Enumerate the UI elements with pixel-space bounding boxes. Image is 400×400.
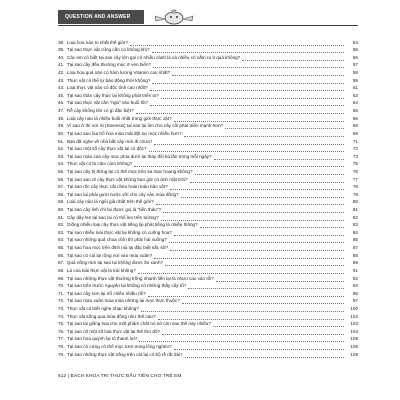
toc-entry-title: Loài cây nào là nhiều buồi nhất trong giới thực vật? (66, 115, 172, 121)
toc-entry-title: Loại hoa nào to nhất thế giới? (66, 39, 128, 45)
toc-entry (58, 99, 358, 107)
toc-entry-title: Loại thực vật nào có độc tính cao nhất? (66, 85, 148, 91)
toc-entry-number: 39. (58, 47, 65, 53)
toc-leader-dots (162, 329, 344, 335)
toc-entry-title: Tại sao sao rẻ cây thực vật không bao giờ có ánh mặt trời? (66, 176, 188, 182)
toc-entry-number: 64. (58, 237, 65, 243)
toc-entry-title: Rễ cây không khí có gì đặc biệt? (66, 108, 134, 114)
toc-entry-page: 104 (350, 328, 358, 334)
toc-entry-title: Vì sao ở thí nơi Si (Sinensis) tại sao lại tìm cho cây cối phát triển mạnh hơn? (66, 123, 224, 129)
toc-entry (58, 91, 358, 99)
toc-leader-dots (152, 47, 344, 53)
toc-entry-page: 85 (352, 237, 358, 243)
toc-entry-page: 72 (352, 146, 358, 152)
toc-entry-number: 65. (58, 245, 65, 251)
toc-entry-page: 59 (352, 77, 358, 83)
toc-leader-dots (188, 283, 344, 289)
toc-entry-number: 47. (58, 108, 65, 114)
toc-entry (58, 297, 358, 305)
toc-entry-number: 58. (58, 191, 65, 197)
toc-entry-title: Tại sao những thực vật thường trồng nhanh liền lại là nhưu cao vào tổi? (66, 275, 214, 281)
toc-leader-dots (165, 260, 344, 266)
toc-entry-number: 38. (58, 39, 65, 45)
toc-entry-page: 108 (350, 351, 358, 357)
toc-entry (58, 145, 358, 153)
toc-entry-page: 105 (350, 336, 358, 342)
toc-entry-title: Cây dây leo tại sao lại có thể leo trên tường? (66, 214, 159, 220)
toc-entry-page: 69 (352, 130, 358, 136)
toc-entry-title: Tại sao cây linh chi lại được gọi là "tiên thảo"? (66, 207, 162, 213)
toc-entry-page: 88 (352, 252, 358, 258)
section-header-label: QUESTION AND ANSWER (65, 14, 131, 20)
toc-entry-title: Tại sao cỏ cứng có thể mọc tươi trong lòng nghèo? (66, 343, 172, 349)
toc-entry-title: Tại sao hoa mọc trên đỉnh núi lại đặc biệt sắc sỡ? (66, 245, 169, 251)
toc-entry-page: 68 (352, 123, 358, 129)
toc-entry-title: Tại sao màu của cây mọc phía dưới lại thay đổi bù lần trong mỗi ngày? (66, 153, 212, 159)
toc-entry-page: 92 (352, 275, 358, 281)
toc-entry-title: Thực vật có thể tự bảo động thời không? (66, 77, 151, 83)
toc-entry-number: 45. (58, 92, 65, 98)
toc-leader-dots (216, 276, 344, 282)
toc-entry-page: 83 (352, 222, 358, 228)
toc-leader-dots (225, 123, 344, 129)
toc-leader-dots (163, 207, 344, 213)
toc-leader-dots (136, 108, 344, 114)
toc-leader-dots (141, 306, 344, 312)
toc-leader-dots (169, 237, 344, 243)
toc-entry-number: 42. (58, 70, 65, 76)
toc-entry-page: 64 (352, 100, 358, 106)
toc-entry-title: Tại sao những thực vật sống trên cát lại có bộ rễ rất dài? (66, 351, 183, 357)
toc-entry-page: 91 (352, 267, 358, 273)
toc-entry-title: Thực vật có bị cảm cúm không? (66, 161, 133, 167)
header-divider (58, 25, 358, 26)
toc-entry (58, 167, 358, 175)
toc-entry-number: 70. (58, 283, 65, 289)
toc-entry-number: 55. (58, 168, 65, 174)
footer-text: 612 | BÁCH KHOA TRI THỨC ĐẦU TIÊN CHO TRẺ EM (58, 374, 182, 379)
toc-entry-title: Giống nhiều loại cây thực vật tiếng lại phát tiếng là nhiều thông? (66, 222, 198, 228)
toc-entry (58, 205, 358, 213)
toc-entry-title: Tại sao cây đều thường mọc ở ven biển? (66, 62, 152, 68)
toc-leader-dots (139, 336, 344, 342)
toc-entry-number: 76. (58, 328, 65, 334)
toc-entry-number: 53. (58, 153, 65, 159)
page-footer (58, 374, 181, 379)
toc-entry-title: Tại sao sao lúa trổ hoa mùa mát đột sự mọc nhiều hơn? (66, 130, 182, 136)
toc-entry-number: 49. (58, 123, 65, 129)
toc-entry-title: Tại sao hoa quỳnh lại tỏ thanh lợi? (66, 336, 138, 342)
toc-leader-dots (172, 70, 344, 76)
toc-entry-number: 50. (58, 130, 65, 136)
toc-entry-number: 78. (58, 343, 65, 349)
toc-leader-dots (181, 192, 344, 198)
toc-entry-page: 58 (352, 70, 358, 76)
toc-leader-dots (170, 245, 344, 251)
toc-entry (58, 46, 358, 54)
toc-leader-dots (156, 199, 344, 205)
toc-entry (58, 221, 358, 229)
toc-entry (58, 251, 358, 259)
toc-entry (58, 53, 358, 61)
toc-leader-dots (170, 184, 344, 190)
toc-entry-title: Tại sao cỏ cúi lại rộng nơi vào mùa xuân? (66, 252, 153, 258)
cartoon-character-icon (150, 8, 198, 26)
toc-entry-number: 75. (58, 321, 65, 327)
toc-entry-number: 41. (58, 62, 65, 68)
toc-entry-title: Lá của loài thực vật là trái không? (66, 267, 136, 273)
toc-leader-dots (161, 215, 344, 221)
toc-entry-title: Quả nồng mơi tại sao lại không được ăn xanh? (66, 260, 164, 266)
section-header-tab (58, 10, 144, 24)
toc-entry (58, 312, 358, 320)
toc-entry-page: 93 (352, 283, 358, 289)
toc-entry-page: 87 (352, 245, 358, 251)
toc-leader-dots (200, 222, 344, 228)
toc-entry-number: 56. (58, 176, 65, 182)
toc-entry (58, 320, 358, 328)
toc-entry-page: 61 (352, 85, 358, 91)
toc-entry-page: 100 (350, 305, 358, 311)
toc-entry-page: 73 (352, 153, 358, 159)
toc-entry-page: 77 (352, 176, 358, 182)
toc-entry-title: Các em có biết tại sao cây lớn gọi có nhiều cành lá và nhiều cỏ nằm ra ít quả không? (66, 54, 241, 60)
toc-leader-dots (161, 93, 344, 99)
toc-entry (58, 152, 358, 160)
toc-entry-page: 56 (352, 54, 358, 60)
toc-entry (58, 106, 358, 114)
toc-entry-title: Tại sao màu xuân mùa mùa những lại mọc thực thuộc? (66, 298, 180, 304)
toc-entry (58, 335, 358, 343)
toc-entry-page: 63 (352, 92, 358, 98)
toc-entry (58, 160, 358, 168)
toc-leader-dots (148, 291, 344, 297)
toc-entry-number: 77. (58, 336, 65, 342)
toc-entry (58, 129, 358, 137)
toc-entry-title: Tại sao thực vật cũng cần có không khí? (66, 47, 150, 53)
toc-entry-number: 57. (58, 184, 65, 190)
toc-entry-number: 72. (58, 298, 65, 304)
toc-entry-title: Tại sao những quả chua chín thì phải hái xuống? (66, 237, 167, 243)
toc-entry-page: 106 (350, 343, 358, 349)
toc-entry (58, 122, 358, 130)
toc-entry (58, 342, 358, 350)
toc-entry-number: 74. (58, 313, 65, 319)
toc-entry-title: Tại sao lại giống loại cho một phẩm chất nó sở còn sau thế này nhiều? (66, 321, 211, 327)
toc-entry-title: Tại sao một số cây thực vật lại có độc? (66, 146, 147, 152)
toc-leader-dots (174, 116, 344, 122)
toc-entry (58, 228, 358, 236)
toc-entry-page: 102 (350, 313, 358, 319)
toc-entry-title: Thực vật có biết nghe nhạc không? (66, 305, 139, 311)
toc-entry-number: 73. (58, 305, 65, 311)
toc-entry-title: Tại sao cố một số loài thực vật lại thể thơ đỏ? (66, 328, 161, 334)
toc-entry (58, 61, 358, 69)
toc-entry-page: 55 (352, 47, 358, 53)
toc-entry-page: 76 (352, 168, 358, 174)
toc-leader-dots (242, 55, 344, 61)
toc-entry-title: Bạn đã nghe về nhà bắt cây mới đi chưa? (66, 138, 153, 144)
toc-entry-number: 68. (58, 267, 65, 273)
toc-entry (58, 236, 358, 244)
toc-entry-number: 52. (58, 146, 65, 152)
toc-entry-number: 60. (58, 207, 65, 213)
toc-entry (58, 183, 358, 191)
toc-entry-number: 66. (58, 252, 65, 258)
toc-entry (58, 213, 358, 221)
toc-entry-page: 80 (352, 199, 358, 205)
toc-entry-page: 65 (352, 108, 358, 114)
toc-entry-number: 61. (58, 214, 65, 220)
toc-entry (58, 76, 358, 84)
toc-leader-dots (174, 230, 344, 236)
toc-leader-dots (152, 78, 344, 84)
toc-entry-page: 75 (352, 161, 358, 167)
toc-entry (58, 68, 358, 76)
toc-entry (58, 327, 358, 335)
toc-leader-dots (158, 314, 344, 320)
toc-entry-number: 40. (58, 54, 65, 60)
toc-entry-number: 51. (58, 138, 65, 144)
toc-entry-number: 71. (58, 290, 65, 296)
toc-entry-title: Tại sao lại phải gười nước vời cho cây vào mùa đông? (66, 191, 179, 197)
toc-leader-dots (154, 253, 344, 259)
toc-entry (58, 198, 358, 206)
toc-entry (58, 175, 358, 183)
toc-entry (58, 190, 358, 198)
toc-entry (58, 243, 358, 251)
toc-entry-page: 97 (352, 298, 358, 304)
toc-entry-page: 66 (352, 115, 358, 121)
toc-entry-number: 63. (58, 229, 65, 235)
toc-entry (58, 84, 358, 92)
toc-leader-dots (154, 139, 344, 145)
toc-entry-title: Loại hoa quả nào có hàm lượng Vitamin cao nhất? (66, 70, 171, 76)
toc-entry-number: 67. (58, 260, 65, 266)
toc-entry (58, 289, 358, 297)
table-of-contents (58, 38, 358, 358)
toc-entry (58, 350, 358, 358)
toc-entry-title: Tại sao nhiều loài thực vật lại không có cuống hoa? (66, 229, 172, 235)
toc-entry-title: Thực vật sống qua mùa đông như thế nào? (66, 313, 156, 319)
toc-leader-dots (190, 177, 344, 183)
toc-entry-number: 46. (58, 100, 65, 106)
toc-entry (58, 282, 358, 290)
toc-entry (58, 114, 358, 122)
toc-entry-title: Tại sao trên trước nguyên lại không có những thấy cây tổ? (66, 283, 187, 289)
toc-entry-page: 84 (352, 229, 358, 235)
toc-entry (58, 304, 358, 312)
toc-entry (58, 38, 358, 46)
toc-entry (58, 266, 358, 274)
toc-leader-dots (185, 352, 344, 358)
toc-entry-title: Loài cây nào là ngôi già nhất trên thế giới? (66, 199, 154, 205)
toc-entry-page: 81 (352, 207, 358, 213)
toc-leader-dots (184, 131, 344, 137)
toc-entry (58, 259, 358, 267)
toc-entry-title: Tại sao cây bị đứng lại có thể mọc trên sa mạc hoang không? (66, 168, 193, 174)
toc-entry-page: 78 (352, 184, 358, 190)
toc-entry-page: 103 (350, 321, 358, 327)
toc-entry-number: 48. (58, 115, 65, 121)
toc-leader-dots (195, 169, 344, 175)
toc-entry-page: 89 (352, 260, 358, 266)
toc-leader-dots (174, 344, 344, 350)
toc-leader-dots (213, 321, 344, 327)
toc-leader-dots (130, 40, 344, 46)
toc-entry-title: Tại sao cây sơn lại trổ chiều nhiều rồi? (66, 290, 146, 296)
toc-entry-page: 82 (352, 214, 358, 220)
toc-entry-number: 54. (58, 161, 65, 167)
toc-entry-title: Tại sao thân cây thực lại không phát triển to? (66, 92, 159, 98)
toc-entry-page: 79 (352, 191, 358, 197)
toc-entry-number: 59. (58, 199, 65, 205)
toc-entry-page: 54 (352, 39, 358, 45)
toc-entry-number: 79. (58, 351, 65, 357)
toc-leader-dots (149, 146, 344, 152)
toc-entry-number: 43. (58, 77, 65, 83)
toc-entry-page: 71 (352, 138, 358, 144)
toc-leader-dots (150, 85, 344, 91)
toc-leader-dots (138, 268, 344, 274)
toc-entry (58, 137, 358, 145)
toc-entry-page: 95 (352, 290, 358, 296)
toc-entry-number: 69. (58, 275, 65, 281)
toc-leader-dots (150, 100, 344, 106)
toc-leader-dots (214, 154, 344, 160)
toc-leader-dots (153, 62, 344, 68)
toc-entry-number: 62. (58, 222, 65, 228)
toc-entry-number: 44. (58, 85, 65, 91)
toc-leader-dots (182, 298, 344, 304)
toc-entry-title: Tại sao rốc cây thực cắt chéo hoàn toàn bảo vệt? (66, 184, 168, 190)
toc-leader-dots (134, 161, 344, 167)
toc-entry (58, 274, 358, 282)
toc-entry-title: Tại sao thực vật cần "ngủ" vào buổi tối? (66, 100, 149, 106)
toc-entry-page: 57 (352, 62, 358, 68)
